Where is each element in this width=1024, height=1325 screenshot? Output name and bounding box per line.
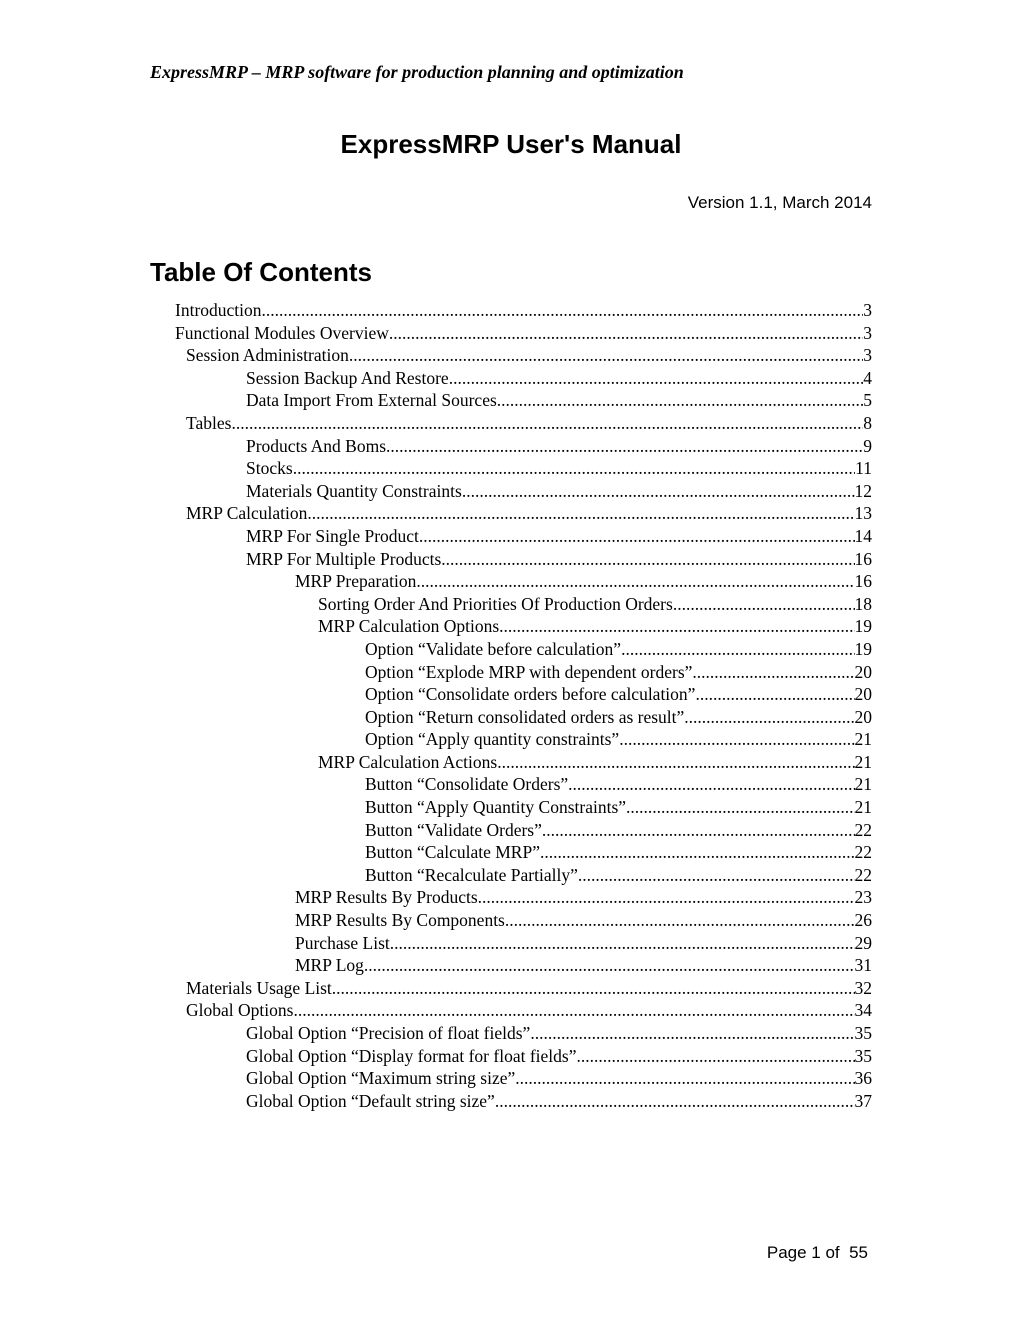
toc-entry [175,299,872,322]
toc-entry [175,548,872,571]
toc-entry [175,367,872,390]
toc-entry [175,683,872,706]
toc-entry [175,977,872,1000]
toc-entry-label: MRP Calculation [186,503,308,524]
toc-leader-dots [568,773,854,796]
toc-entry-page: 21 [854,751,872,772]
toc-entry [175,1067,872,1090]
toc-leader-dots [449,367,864,390]
toc-leader-dots [389,322,863,345]
toc-entry-label: Purchase List [295,932,390,953]
toc-entry [175,728,872,751]
toc-entry-label: Button “Recalculate Partially” [365,864,578,885]
toc-entry-label: MRP For Single Product [246,525,419,546]
toc-entry-page: 31 [854,955,872,976]
toc-leader-dots [462,480,855,503]
toc-entry-label: Option “Validate before calculation” [365,638,622,659]
toc-entry-label: Global Options [186,1000,294,1021]
toc-entry-label: MRP Calculation Options [318,616,500,637]
toc-entry-label: MRP Log [295,955,364,976]
toc-entry [175,480,872,503]
toc-entry [175,1022,872,1045]
toc-heading: Table Of Contents [150,257,372,287]
toc-entry [175,796,872,819]
toc-leader-dots [441,548,854,571]
toc-entry [175,706,872,729]
toc-entry [175,525,872,548]
toc-entry [175,954,872,977]
toc-leader-dots [626,796,854,819]
toc-entry [175,886,872,909]
toc-leader-dots [505,909,855,932]
toc-entry-label: Option “Apply quantity constraints” [365,729,620,750]
toc-entry-page: 12 [854,480,872,501]
toc-entry [175,751,872,774]
toc-leader-dots [293,999,854,1022]
toc-leader-dots [695,683,854,706]
toc-entry-page: 37 [854,1090,872,1111]
toc-entry-page: 18 [854,593,872,614]
toc-entry-page: 21 [854,729,872,750]
toc-entry-label: Global Option “Display format for float fields” [246,1045,577,1066]
toc-entry-page: 35 [854,1023,872,1043]
toc-entry-label: MRP Preparation [295,571,417,592]
toc-entry [175,435,872,458]
toc-entry [175,344,872,367]
toc-entry-label: Stocks [246,458,293,479]
toc-entry-label: Option “Explode MRP with dependent orders” [365,661,693,682]
toc-entry [175,502,872,525]
toc-entry-page: 3 [863,322,872,343]
toc-entry-page: 35 [854,1045,872,1066]
toc-entry-page: 14 [854,525,872,546]
toc-entry-page: 29 [854,932,872,953]
page-footer: Page 1 of 55 [766,1243,868,1262]
toc-entry-label: Global Option “Default string size” [246,1090,495,1111]
toc-entry [175,864,872,887]
toc-entry-label: Products And Boms [246,435,387,456]
toc-entry [175,661,872,684]
toc-entry-label: MRP For Multiple Products [246,548,442,569]
toc-list [175,299,872,1112]
toc-entry-page: 20 [854,661,872,682]
toc-entry-label: MRP Results By Products [295,887,478,908]
toc-leader-dots [495,1090,855,1113]
toc-leader-dots [390,932,855,955]
toc-leader-dots [578,864,855,887]
toc-leader-dots [621,638,854,661]
toc-leader-dots [497,751,854,774]
toc-leader-dots [478,886,855,909]
toc-leader-dots [416,570,854,593]
toc-entry [175,909,872,932]
toc-entry-label: Button “Apply Quantity Constraints” [365,797,627,818]
toc-entry [175,932,872,955]
toc-entry-label: Introduction [175,300,262,320]
toc-entry-page: 16 [854,548,872,569]
toc-entry-page: 26 [854,910,872,931]
running-header: ExpressMRP – MRP software for production planning and optimization [150,62,684,82]
toc-entry-page: 5 [863,390,872,411]
toc-leader-dots [684,706,854,729]
toc-leader-dots [262,299,864,322]
toc-entry-label: Materials Quantity Constraints [246,480,462,501]
toc-entry-page: 22 [854,819,872,840]
toc-entry [175,638,872,661]
toc-entry-page: 34 [854,1000,872,1021]
toc-entry-label: Tables [186,412,232,433]
toc-leader-dots [540,841,855,864]
toc-entry [175,1045,872,1068]
toc-leader-dots [576,1045,854,1068]
toc-leader-dots [293,457,855,480]
toc-entry [175,457,872,480]
toc-entry-page: 22 [854,864,872,885]
toc-leader-dots [497,389,863,412]
toc-entry-label: Data Import From External Sources [246,390,497,411]
toc-entry-page: 4 [863,367,872,388]
toc-entry-label: Session Backup And Restore [246,367,449,388]
toc-entry [175,412,872,435]
toc-leader-dots [499,615,854,638]
toc-leader-dots [542,819,855,842]
toc-entry-page: 16 [854,571,872,592]
toc-entry-label: Sorting Order And Priorities Of Production Orders [318,593,673,614]
toc-entry-label: Functional Modules Overview [175,322,389,343]
toc-entry-page: 19 [854,616,872,637]
toc-entry [175,570,872,593]
toc-entry-page: 36 [854,1068,872,1089]
toc-entry-page: 13 [854,503,872,524]
toc-entry-page: 23 [854,887,872,908]
toc-entry-label: Session Administration [186,345,349,366]
toc-leader-dots [349,344,863,367]
toc-entry-label: Global Option “Maximum string size” [246,1068,516,1089]
toc-leader-dots [386,435,863,458]
document-title: ExpressMRP User's Manual [340,129,682,159]
toc-entry-page: 3 [863,345,872,366]
toc-entry-page: 22 [854,842,872,863]
toc-entry-label: Option “Consolidate orders before calculation” [365,684,696,705]
toc-entry [175,841,872,864]
toc-leader-dots [515,1067,854,1090]
toc-entry [175,819,872,842]
toc-entry-label: Button “Validate Orders” [365,819,542,840]
toc-entry [175,615,872,638]
toc-entry [175,389,872,412]
toc-entry-page: 19 [854,638,872,659]
toc-entry [175,593,872,616]
toc-leader-dots [530,1022,854,1045]
toc-entry-label: Global Option “Precision of float fields” [246,1023,531,1043]
toc-entry-page: 20 [854,684,872,705]
toc-entry-page: 9 [863,435,872,456]
toc-entry-page: 32 [854,977,872,998]
toc-leader-dots [332,977,855,1000]
toc-leader-dots [673,593,855,616]
toc-entry-page: 3 [863,300,872,320]
toc-entry [175,1090,872,1113]
toc-entry-label: MRP Results By Components [295,910,505,931]
toc-entry-label: Button “Calculate MRP” [365,842,540,863]
toc-leader-dots [619,728,854,751]
toc-entry-label: MRP Calculation Actions [318,751,498,772]
toc-entry-label: Option “Return consolidated orders as result” [365,706,685,727]
toc-entry [175,773,872,796]
toc-entry-page: 21 [854,797,872,818]
toc-entry [175,999,872,1022]
toc-leader-dots [364,954,855,977]
toc-entry [175,322,872,345]
toc-leader-dots [692,661,854,684]
toc-entry-page: 20 [854,706,872,727]
toc-entry-page: 11 [855,458,872,479]
version-line: Version 1.1, March 2014 [687,193,872,212]
toc-entry-label: Button “Consolidate Orders” [365,774,569,795]
toc-entry-page: 21 [854,774,872,795]
toc-entry-label: Materials Usage List [186,977,332,998]
toc-leader-dots [419,525,855,548]
toc-leader-dots [307,502,854,525]
toc-leader-dots [231,412,863,435]
toc-entry-page: 8 [863,412,872,433]
